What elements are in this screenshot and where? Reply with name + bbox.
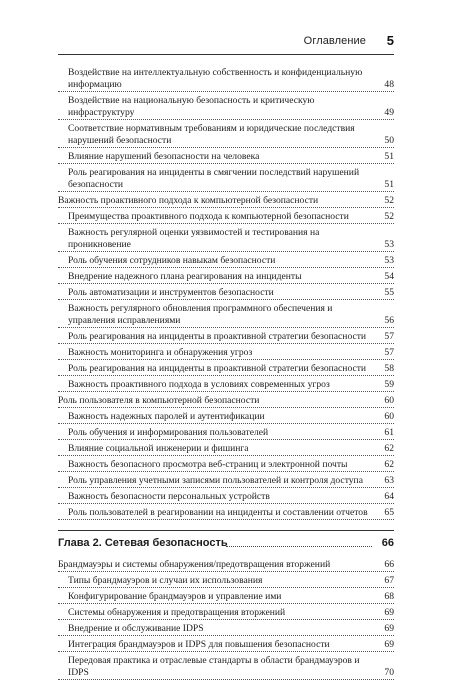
toc-entry-page: 62 [384, 459, 394, 470]
toc-subsection-entry[interactable] [58, 287, 394, 300]
toc-section-before [58, 67, 394, 520]
toc-entry-title: Внедрение и обслуживание IDPS [68, 623, 204, 634]
toc-entry-page: 52 [384, 211, 394, 222]
toc-subsection-entry[interactable] [58, 411, 394, 424]
chapter-title: Глава 2. Сетевая безопасность [58, 537, 228, 549]
toc-subsection-entry[interactable] [58, 575, 394, 588]
toc-subsection-entry[interactable] [58, 95, 394, 120]
toc-subsection-entry[interactable] [58, 475, 394, 488]
toc-entry-title: Роль пользователей в реагировании на инциденты и составлении отчетов [68, 507, 368, 518]
toc-subsection-entry[interactable] [58, 639, 394, 652]
toc-entry-title: Влияние социальной инженерии и фишинга [68, 443, 249, 454]
toc-subsection-entry[interactable] [58, 591, 394, 604]
toc-section-entry[interactable] [58, 195, 394, 208]
toc-subsection-entry[interactable] [58, 347, 394, 360]
toc-entry-title: Роль управления учетными записями пользователей и контроля доступа [68, 475, 363, 486]
toc-entry-title: Важность надежных паролей и аутентификации [68, 411, 265, 422]
toc-entry-title: Роль автоматизации и инструментов безопасности [68, 287, 274, 298]
toc-entry-title: Важность безопасности персональных устройств [68, 491, 270, 502]
toc-entry-page: 50 [384, 135, 394, 146]
toc-subsection-entry[interactable] [58, 507, 394, 520]
toc-subsection-entry[interactable] [58, 331, 394, 344]
toc-entry-page: 61 [384, 427, 394, 438]
toc-entry-page: 59 [384, 379, 394, 390]
toc-entry-page: 58 [384, 363, 394, 374]
toc-entry-title: Типы брандмауэров и случаи их использования [68, 575, 263, 586]
toc-subsection-entry[interactable] [58, 607, 394, 620]
toc-section-after [58, 559, 394, 680]
table-of-contents [58, 67, 394, 683]
toc-entry-title: Конфигурирование брандмауэров и управление ими [68, 591, 282, 602]
toc-entry-title: Внедрение надежного плана реагирования на инциденты [68, 271, 302, 282]
toc-entry-page: 51 [384, 179, 394, 190]
toc-entry-title: Преимущества проактивного подхода к компьютерной безопасности [68, 211, 349, 222]
toc-subsection-entry[interactable] [58, 123, 394, 148]
toc-subsection-entry[interactable] [58, 491, 394, 504]
toc-entry-page: 66 [384, 559, 394, 570]
toc-subsection-entry[interactable] [58, 427, 394, 440]
toc-entry-page: 49 [384, 107, 394, 118]
toc-entry-page: 70 [384, 667, 394, 678]
toc-subsection-entry[interactable] [58, 379, 394, 392]
toc-entry-page: 69 [384, 623, 394, 634]
toc-entry-title: Роль обучения сотрудников навыкам безопасности [68, 255, 276, 266]
toc-entry-page: 53 [384, 239, 394, 250]
toc-subsection-entry[interactable] [58, 67, 394, 92]
toc-entry-page: 55 [384, 287, 394, 298]
toc-entry-title: Брандмауэры и системы обнаружения/предотвращения вторжений [58, 559, 331, 570]
toc-entry-title: Влияние нарушений безопасности на человека [68, 151, 260, 162]
toc-entry-title: Важность регулярного обновления программного обеспечения и управления исправлениями [68, 303, 333, 326]
toc-section-entry[interactable] [58, 395, 394, 408]
toc-entry-page: 48 [384, 79, 394, 90]
toc-entry-title: Важность мониторинга и обнаружения угроз [68, 347, 253, 358]
toc-entry-title: Важность проактивного подхода в условиях современных угроз [68, 379, 330, 390]
toc-entry-page: 64 [384, 491, 394, 502]
toc-entry-page: 54 [384, 271, 394, 282]
toc-entry-page: 67 [384, 575, 394, 586]
toc-entry-title: Роль реагирования на инциденты в проактивной стратегии безопасности [68, 331, 367, 342]
toc-entry-page: 53 [384, 255, 394, 266]
toc-entry-title: Передовая практика и отраслевые стандарты в области брандмауэров и IDPS [68, 655, 360, 678]
toc-subsection-entry[interactable] [58, 459, 394, 472]
toc-subsection-entry[interactable] [58, 655, 394, 680]
toc-subsection-entry[interactable] [58, 303, 394, 328]
toc-subsection-entry[interactable] [58, 363, 394, 376]
chapter-leader [226, 546, 372, 547]
toc-entry-title: Важность проактивного подхода к компьютерной безопасности [58, 195, 319, 206]
toc-entry-page: 57 [384, 347, 394, 358]
toc-subsection-entry[interactable] [58, 227, 394, 252]
toc-entry-page: 62 [384, 443, 394, 454]
toc-entry-page: 57 [384, 331, 394, 342]
toc-subsection-entry[interactable] [58, 443, 394, 456]
toc-entry-page: 63 [384, 475, 394, 486]
toc-entry-page: 56 [384, 315, 394, 326]
toc-subsection-entry[interactable] [58, 167, 394, 192]
toc-subsection-entry[interactable] [58, 151, 394, 164]
toc-entry-title: Интеграция брандмауэров и IDPS для повышения безопасности [68, 639, 330, 650]
toc-entry-title: Воздействие на национальную безопасность и критическую инфраструктуру [68, 95, 315, 118]
toc-entry-title: Роль обучения и информирования пользователей [68, 427, 269, 438]
toc-subsection-entry[interactable] [58, 211, 394, 224]
toc-entry-page: 60 [384, 395, 394, 406]
toc-entry-title: Важность регулярной оценки уязвимостей и тестирования на проникновение [68, 227, 320, 250]
header-rule [58, 54, 394, 55]
toc-entry-page: 52 [384, 195, 394, 206]
running-title: Оглавление [303, 35, 366, 47]
toc-subsection-entry[interactable] [58, 271, 394, 284]
toc-entry-page: 60 [384, 411, 394, 422]
toc-entry-title: Системы обнаружения и предотвращения вторжений [68, 607, 286, 618]
page-header [0, 0, 450, 60]
toc-section-entry[interactable] [58, 559, 394, 572]
toc-entry-page: 68 [384, 591, 394, 602]
toc-subsection-entry[interactable] [58, 255, 394, 268]
toc-entry-title: Важность безопасного просмотра веб-страниц и электронной почты [68, 459, 348, 470]
toc-entry-title: Соответствие нормативным требованиям и юридические последствия нарушений безопасности [68, 123, 355, 146]
chapter-heading[interactable] [58, 530, 394, 553]
toc-entry-page: 69 [384, 607, 394, 618]
page-number: 5 [386, 33, 394, 48]
toc-entry-page: 69 [384, 639, 394, 650]
chapter-page: 66 [381, 537, 394, 549]
toc-entry-title: Роль реагирования на инциденты в проактивной стратегии безопасности [68, 363, 367, 374]
toc-entry-page: 51 [384, 151, 394, 162]
toc-entry-title: Роль реагирования на инциденты в смягчении последствий нарушений безопасности [68, 167, 360, 190]
toc-entry-title: Воздействие на интеллектуальную собственность и конфиденциальную информацию [68, 67, 363, 90]
toc-subsection-entry[interactable] [58, 623, 394, 636]
toc-entry-title: Роль пользователя в компьютерной безопасности [58, 395, 260, 406]
toc-entry-page: 65 [384, 507, 394, 518]
